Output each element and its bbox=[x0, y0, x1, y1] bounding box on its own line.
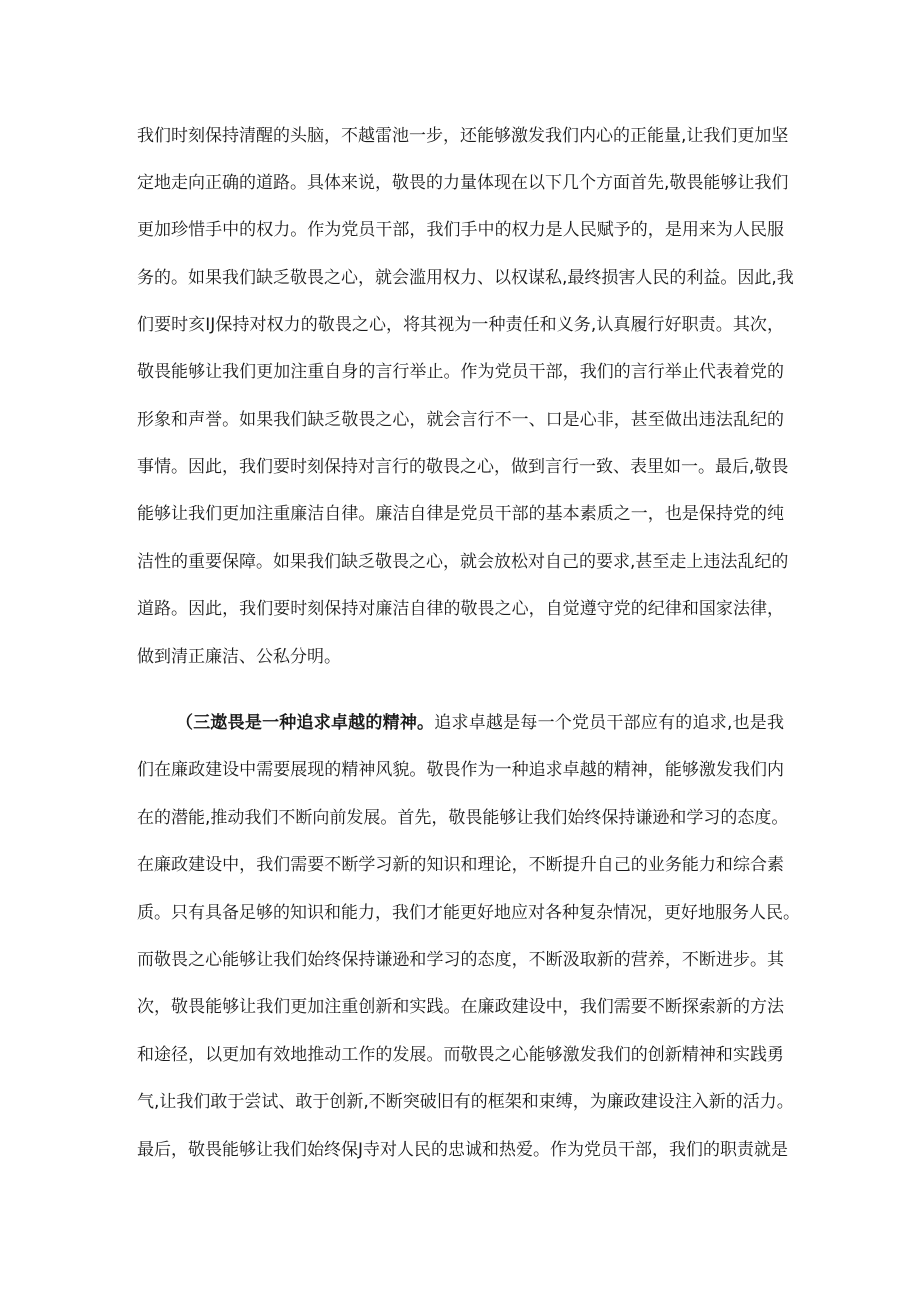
text-line: 我们时刻保持清醒的头脑，不越雷池一步，还能够激发我们内心的正能量,让我们更加坚 bbox=[137, 126, 789, 146]
paragraph-2-line-10 bbox=[0, 1133, 920, 1167]
text-line: 更加珍惜手中的权力。作为党员干部，我们手中的权力是人民赋予的，是用来为人民服 bbox=[137, 220, 784, 240]
text-line: 们在廉政建设中需要展现的精神风貌。敬畏作为一种追求卓越的精神，能够激发我们内 bbox=[137, 760, 784, 780]
paragraph-2-line-7 bbox=[0, 990, 920, 1024]
section-heading: （三遨畏是一种追求卓越的精神。 bbox=[176, 713, 435, 733]
text-line: 气,让我们敢于尝试、敢于创新,不断突破旧有的框架和束缚，为廉政建设注入新的活力。 bbox=[137, 1092, 794, 1112]
text-line: 和途径，以更加有效地推动工作的发展。而敬畏之心能够激发我们的创新精神和实践勇 bbox=[137, 1045, 784, 1065]
text-line: 务的。如果我们缺乏敬畏之心，就会滥用权力、以权谋私,最终损害人民的利益。因此,我 bbox=[137, 268, 794, 288]
text-line: 次，敬畏能够让我们更加注重创新和实践。在廉政建设中，我们需要不断探索新的方法 bbox=[137, 997, 784, 1017]
text-line: 洁性的重要保障。如果我们缺乏敬畏之心，就会放松对自己的要求,甚至走上违法乱纪的 bbox=[137, 552, 789, 572]
paragraph-1-line-4 bbox=[0, 261, 920, 295]
paragraph-1-line-11 bbox=[0, 592, 920, 626]
paragraph-1-line-9 bbox=[0, 497, 920, 531]
text-line: 道路。因此，我们要时刻保持对廉洁自律的敬畏之心，自觉遵守党的纪律和国家法律， bbox=[137, 599, 784, 619]
paragraph-1-line-2 bbox=[0, 166, 920, 200]
text-line bbox=[176, 706, 784, 740]
text-line: 质。只有具备足够的知识和能力，我们才能更好地应对各种复杂情况，更好地服务人民。 bbox=[137, 903, 800, 923]
heading-line-rest: 追求卓越是每一个党员干部应有的追求,也是我 bbox=[434, 713, 785, 733]
paragraph-1-line-7 bbox=[0, 403, 920, 437]
paragraph-1-line-5 bbox=[0, 308, 920, 342]
paragraph-2-line-8 bbox=[0, 1038, 920, 1072]
text-line: 定地走向正确的道路。具体来说，敬畏的力量体现在以下几个方面首先,敬畏能够让我们 bbox=[137, 173, 789, 193]
text-line: 而敬畏之心能够让我们始终保持谦逊和学习的态度，不断汲取新的营养，不断进步。其 bbox=[137, 950, 784, 970]
paragraph-1-line-12 bbox=[0, 640, 920, 674]
paragraph-2-line-1 bbox=[0, 706, 920, 740]
paragraph-1-line-3 bbox=[0, 213, 920, 247]
text-line: 做到清正廉洁、公私分明。 bbox=[137, 647, 341, 667]
paragraph-2-line-5 bbox=[0, 896, 920, 930]
paragraph-1-line-6 bbox=[0, 355, 920, 389]
text-line: 能够让我们更加注重廉洁自律。廉洁自律是党员干部的基本素质之一，也是保持党的纯 bbox=[137, 504, 784, 524]
text-line: 在廉政建设中，我们需要不断学习新的知识和理论，不断提升自己的业务能力和综合素 bbox=[137, 855, 784, 875]
paragraph-1-line-10 bbox=[0, 545, 920, 579]
paragraph-2-line-2 bbox=[0, 753, 920, 787]
paragraph-2-line-6 bbox=[0, 943, 920, 977]
text-line: 形象和声誉。如果我们缺乏敬畏之心，就会言行不一、口是心非，甚至做出违法乱纪的 bbox=[137, 410, 784, 430]
paragraph-2-line-9 bbox=[0, 1085, 920, 1119]
paragraph-2-line-4 bbox=[0, 848, 920, 882]
paragraph-2-line-3 bbox=[0, 801, 920, 835]
paragraph-1-line-8 bbox=[0, 450, 920, 484]
paragraph-1-line-1 bbox=[0, 119, 920, 153]
text-line: 最后，敬畏能够让我们始终保J寺对人民的忠诚和热爱。作为党员干部，我们的职责就是 bbox=[137, 1140, 789, 1160]
text-line: 事情。因此，我们要时刻保持对言行的敬畏之心，做到言行一致、表里如一。最后,敬畏 bbox=[137, 457, 789, 477]
text-line: 们要时亥IJ保持对权力的敬畏之心，将其视为一种责任和义务,认真履行好职责。其次， bbox=[137, 315, 784, 335]
text-line: 敬畏能够让我们更加注重自身的言行举止。作为党员干部，我们的言行举止代表着党的 bbox=[137, 362, 784, 382]
text-line: 在的潜能,推动我们不断向前发展。首先，敬畏能够让我们始终保持谦逊和学习的态度。 bbox=[137, 808, 789, 828]
